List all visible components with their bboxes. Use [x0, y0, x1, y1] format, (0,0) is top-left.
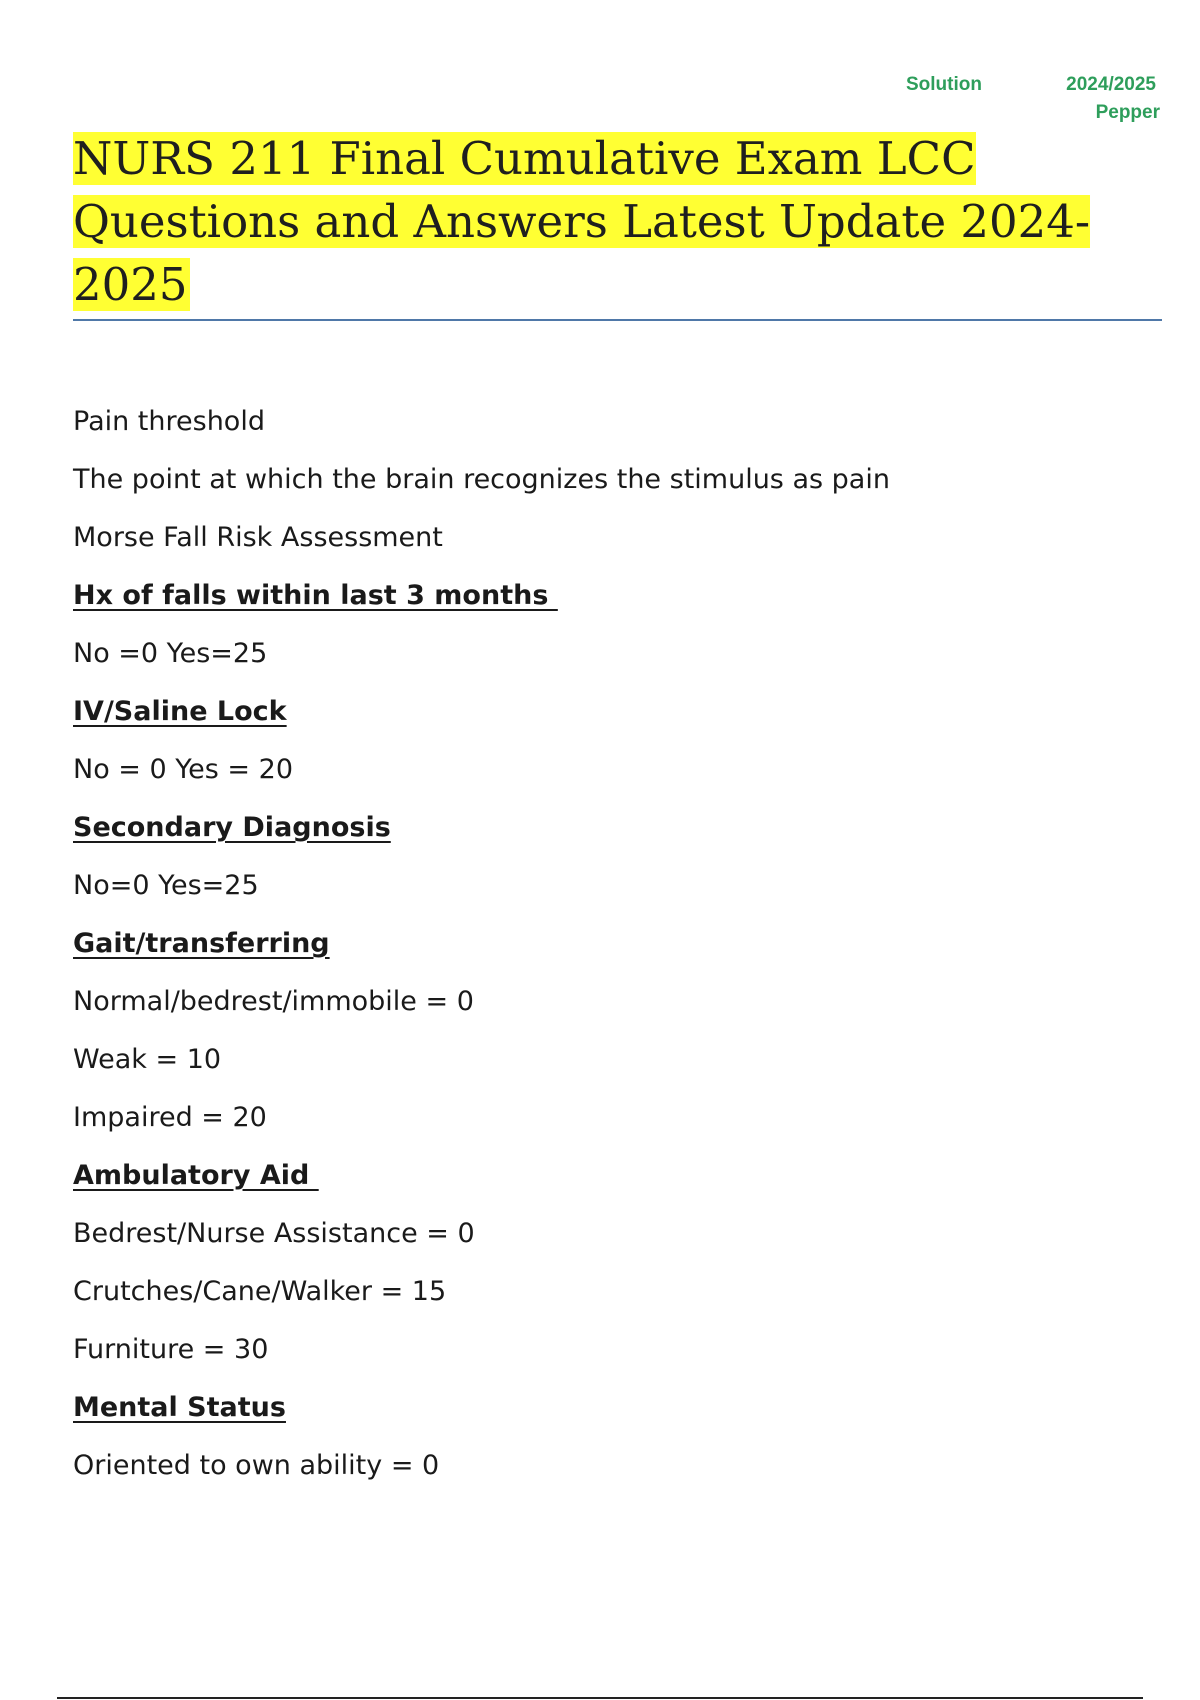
document-title	[73, 127, 1173, 316]
section-heading: Ambulatory Aid	[73, 1160, 319, 1191]
text-line: Impaired = 20	[73, 1102, 267, 1133]
text-line: Pain threshold	[73, 406, 265, 437]
section-heading: Secondary Diagnosis	[73, 812, 391, 843]
text-line: No=0 Yes=25	[73, 870, 259, 901]
section-heading: Hx of falls within last 3 months	[73, 580, 558, 611]
document-content	[73, 405, 1162, 1507]
text-line: Furniture = 30	[73, 1334, 269, 1365]
text-line: Morse Fall Risk Assessment	[73, 522, 443, 553]
header-author: Pepper	[1095, 102, 1160, 123]
text-line: No =0 Yes=25	[73, 638, 268, 669]
document-title-text: NURS 211 Final Cumulative Exam LCC Questions and Answers Latest Update 2024-2025	[73, 132, 1091, 311]
header-meta	[900, 74, 1162, 134]
header-year: 2024/2025	[1066, 74, 1156, 95]
text-line: Bedrest/Nurse Assistance = 0	[73, 1218, 475, 1249]
section-heading: Gait/transferring	[73, 928, 330, 959]
text-line: Crutches/Cane/Walker = 15	[73, 1276, 447, 1307]
text-line: The point at which the brain recognizes the stimulus as pain	[73, 464, 890, 495]
text-line: Weak = 10	[73, 1044, 222, 1075]
section-heading: IV/Saline Lock	[73, 696, 287, 727]
text-line: Normal/bedrest/immobile = 0	[73, 986, 474, 1017]
section-heading: Mental Status	[73, 1392, 286, 1423]
header-label: Solution	[906, 74, 982, 95]
text-line: No = 0 Yes = 20	[73, 754, 293, 785]
title-divider	[73, 319, 1162, 321]
text-line: Oriented to own ability = 0	[73, 1450, 440, 1481]
footer-divider	[57, 1697, 1143, 1699]
